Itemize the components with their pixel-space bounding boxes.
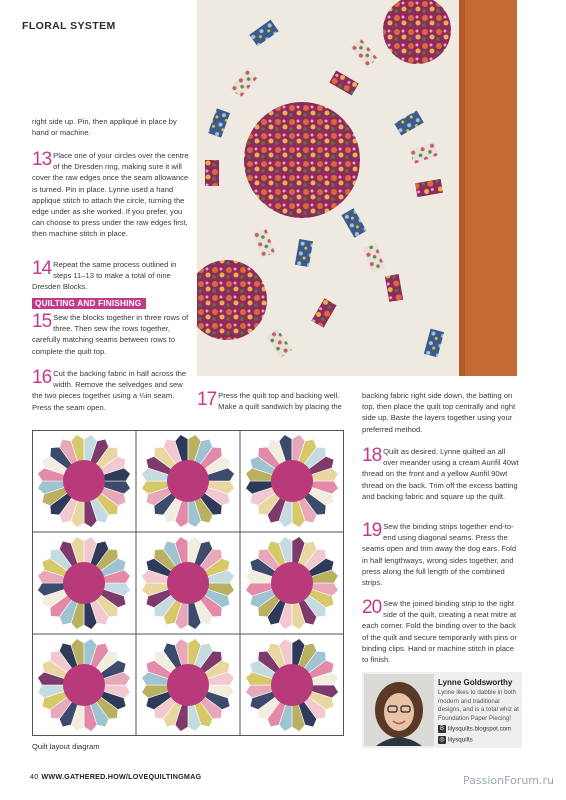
dresden-block	[142, 435, 235, 528]
watermark: PassionForum.ru	[463, 774, 554, 787]
step-18	[362, 446, 522, 502]
step-20	[362, 598, 522, 665]
step-number: 17	[197, 389, 217, 410]
step-text: Sew the blocks together in three rows of three. Then sew the rows together, carefully matching seams between rows to complete the quilt top.	[32, 313, 189, 356]
block-center	[271, 664, 313, 706]
designer-description: Lynne likes to dabble in both modern and traditional designs, and is a total whiz at Foundation Paper Piecing!	[438, 689, 519, 722]
footer-url: WWW.GATHERED.HOW/LOVEQUILTINGMAG	[41, 772, 202, 781]
block-center	[271, 562, 313, 604]
step-number: 19	[362, 520, 382, 541]
instagram-link[interactable]	[438, 736, 473, 744]
quilting-heading: QUILTING AND FINISHING	[32, 298, 146, 309]
step-19	[362, 521, 522, 588]
step-15	[32, 312, 192, 357]
step-text: Quilt as desired. Lynne quilted an all over meander using a cream Aurifil 40wt thread on the front and a yellow Aurifil 90wt thread on the back. Trim off the excess batting and backing fabric and square up the quilt.	[362, 447, 519, 501]
quilt-layout-diagram	[32, 430, 344, 736]
instagram-handle: lilysquilts	[448, 736, 473, 744]
dresden-block	[246, 639, 339, 732]
dresden-block	[142, 639, 235, 732]
instagram-icon: ◎	[439, 737, 445, 743]
step-17-continued	[362, 390, 522, 435]
dresden-block	[142, 537, 235, 630]
step-text: Sew the joined binding strip to the right side of the quilt, creating a neat mitre at each corner. Fold the binding over to the back of the quilt and secure temporarily with pins or binding clips. Hand or machine stitch in place to finish.	[362, 599, 517, 665]
designer-name: Lynne Goldsworthy	[438, 678, 513, 687]
step-14	[32, 259, 192, 293]
step-number: 15	[32, 311, 52, 332]
block-center	[63, 664, 105, 706]
step-16	[32, 368, 192, 413]
dresden-block	[38, 435, 131, 528]
dresden-block	[38, 537, 131, 630]
designer-portrait	[364, 674, 434, 746]
dresden-block	[246, 435, 339, 528]
blog-link[interactable]	[438, 725, 511, 733]
dresden-block	[38, 639, 131, 732]
quilt-photo-graphic	[197, 0, 517, 376]
step-text: backing fabric right side down, the batting on top, then place the quilt top centrally and right side up. Baste the layers together using your preferred method.	[362, 391, 516, 434]
step-number: 18	[362, 445, 382, 466]
block-center	[63, 460, 105, 502]
block-center	[167, 562, 209, 604]
step-text: Cut the backing fabric in half across the width. Remove the selvedges and sew the two pieces together using a ¼in seam. Press the seam open.	[32, 369, 187, 412]
intro-paragraph	[32, 116, 192, 138]
step-17	[197, 390, 347, 412]
step-text: Repeat the same process outlined in steps 11–13 to make a total of nine Dresden Blocks.	[32, 260, 177, 292]
step-13	[32, 150, 192, 240]
block-center	[167, 664, 209, 706]
block-center	[63, 562, 105, 604]
step-number: 20	[362, 597, 382, 618]
step-number: 16	[32, 367, 52, 388]
step-text: Place one of your circles over the centre of the Dresden ring, making sure it will cover the raw edges once the seam allowance is turned. Pin in place. Lynne used a hand appliqué stitch to attach the circle, turning the edge under as she worked. If you prefer, you can choose to press under the raw edges first, then machine stitch in place.	[32, 151, 189, 239]
step-text: Sew the binding strips together end-to-end using diagonal seams. Press the seams open and trim away the dog ears. Fold in half lengthways, wrong sides together, and press along the full length of the combined strips.	[362, 522, 517, 588]
page-footer	[30, 772, 201, 781]
page-number: 40	[30, 772, 39, 781]
blog-url: lilysquilts.blogspot.com	[448, 725, 512, 733]
step-number: 14	[32, 258, 52, 279]
dresden-block	[246, 537, 339, 630]
blog-icon: B	[439, 726, 444, 732]
quilt-photo	[197, 0, 517, 376]
step-number: 13	[32, 149, 52, 170]
section-title: FLORAL SYSTEM	[22, 20, 116, 32]
block-center	[167, 460, 209, 502]
step-text: Press the quilt top and backing well. Make a quilt sandwich by placing the	[218, 391, 342, 412]
block-center	[271, 460, 313, 502]
designer-bio	[362, 672, 522, 748]
diagram-caption: Quilt layout diagram	[32, 742, 100, 751]
intro-text: right side up. Pin, then appliqué in place by hand or machine.	[32, 117, 177, 138]
